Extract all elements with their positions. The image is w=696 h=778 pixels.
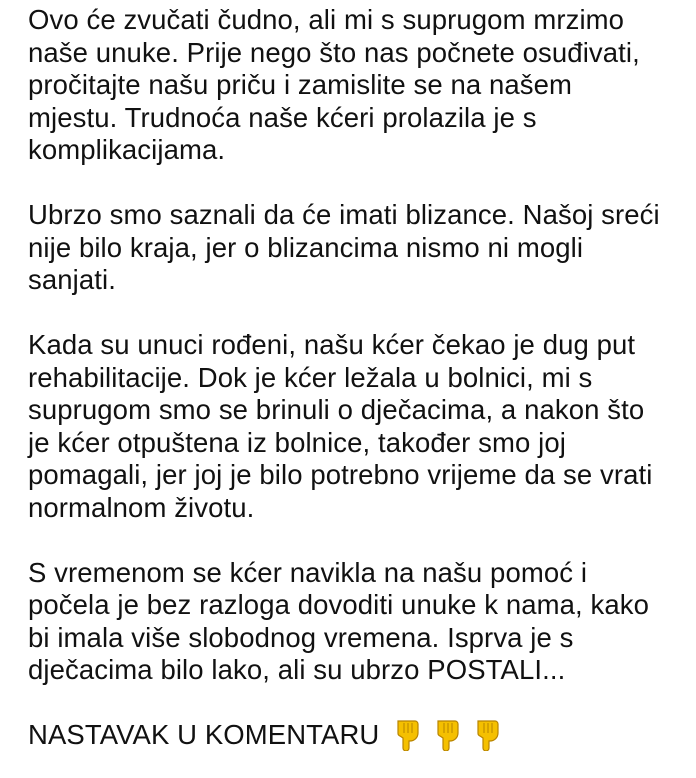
text-line: pročitajte našu priču i zamislite se na našem [28,69,573,100]
pointing-down-hand-icon [473,719,501,751]
text-line: komplikacijama. [28,134,226,165]
paragraph-1 [28,4,688,167]
paragraph-2 [28,199,688,297]
text-line: dječacima bilo lako, ali su ubrzo POSTALI... [28,654,566,685]
text-line: Kada su unuci rođeni, našu kćer čekao je dug put [28,329,636,360]
emoji-group [393,719,501,751]
continue-in-comments [28,719,688,752]
pointing-down-hand-icon [433,719,461,751]
text-line: mjestu. Trudnoća naše kćeri prolazila je s [28,101,537,133]
text-line: suprugom smo se brinuli o dječacima, a nakon što [28,394,645,425]
footer-text: NASTAVAK U KOMENTARU [28,719,380,750]
text-line: sanjati. [28,264,116,295]
text-line: nije bilo kraja, jer o blizancima nismo ni mogli [28,231,584,263]
text-line: naše unuke. Prije nego što nas počnete osuđivati, [28,36,640,68]
paragraph-3 [28,329,688,524]
text-line: S vremenom se kćer navikla na našu pomoć i [28,556,588,588]
text-line: rehabilitacije. Dok je kćer ležala u bolnici, mi s [28,361,593,393]
pointing-down-hand-icon [393,719,421,751]
text-line: bi imala više slobodnog vremena. Isprva je s [28,621,574,653]
text-line: počela je bez razloga dovoditi unuke k nama, kako [28,589,649,620]
text-line: Ubrzo smo saznali da će imati blizance. Našoj sreći [28,199,660,230]
text-line: je kćer otpuštena iz bolnice, također smo joj [28,426,566,458]
text-line: pomagali, jer joj je bilo potrebno vrijeme da se vrati [28,459,653,490]
post-text [28,4,688,752]
text-line: normalnom životu. [28,491,255,523]
text-line: Ovo će zvučati čudno, ali mi s suprugom mrzimo [28,4,625,35]
paragraph-4 [28,557,688,687]
